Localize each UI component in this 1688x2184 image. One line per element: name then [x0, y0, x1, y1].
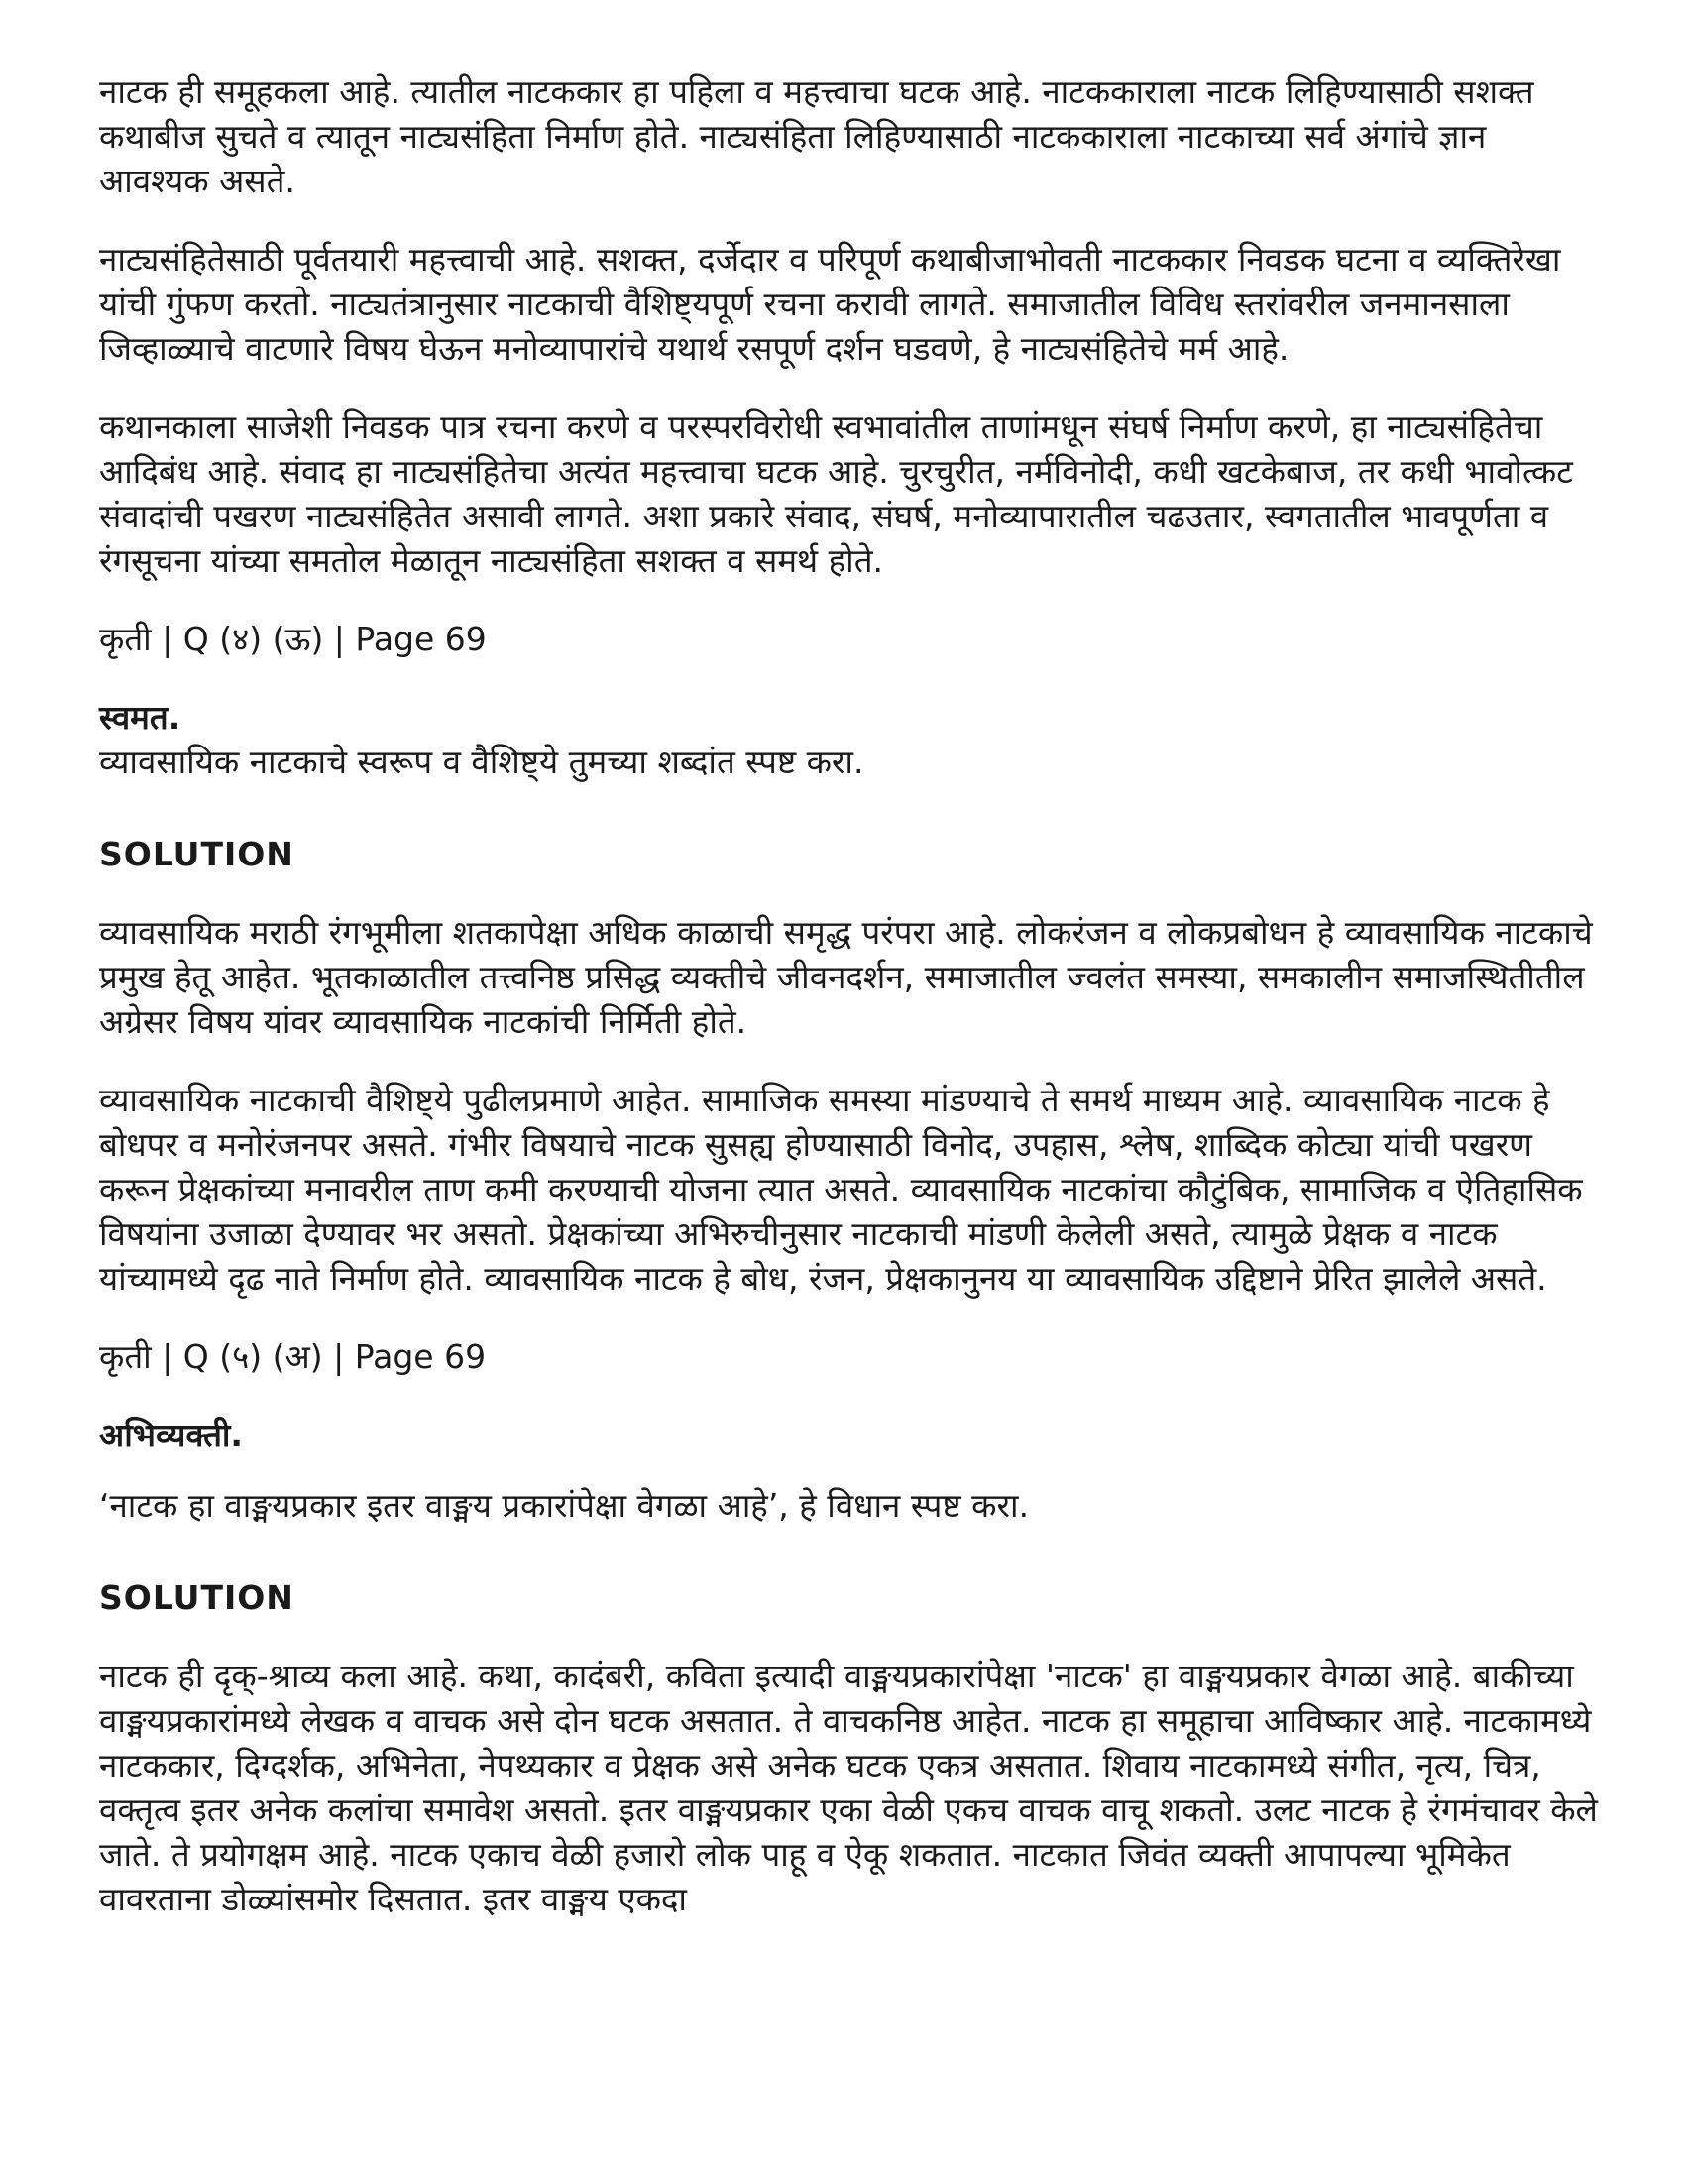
question-heading: अभिव्यक्ती. — [99, 1416, 243, 1454]
question-text: ‘नाटक हा वाङ्मयप्रकार इतर वाङ्मय प्रकारांपेक्षा वेगळा आहे’, हे विधान स्पष्ट करा. — [99, 1486, 1030, 1525]
question-reference: कृती | Q (४) (ऊ) | Page 69 — [99, 620, 487, 658]
document-page — [99, 69, 1606, 1955]
solution-label: SOLUTION — [99, 1578, 294, 1617]
answer-paragraph: नाटक ही दृक्-श्राव्य कला आहे. कथा, कादंबरी, कविता इत्यादी वाङ्मयप्रकारांपेक्षा 'नाटक' हा वाङ्मयप्रकार वेगळा आहे. बाकीच्या वाङ्मयप्रकारांमध्ये लेखक व वाचक असे दोन घटक असतात. ते वाचकनिष्ठ आहेत. नाटक हा समूहाचा आविष्कार आहे. नाटकामध्ये नाटककार, दिग्दर्शक, अभिनेता, नेपथ्यकार व प्रेक्षक असे अनेक घटक एकत्र असतात. शिवाय नाटकामध्ये संगीत, नृत्य, चित्र, वक्तृत्व इतर अनेक कलांचा समावेश असतो. इतर वाङ्मयप्रकार एका वेळी एकच वाचक वाचू शकतो. उलट नाटक हे रंगमंचावर केले जाते. ते प्रयोगक्षम आहे. नाटक एकाच वेळी हजारो लोक पाहू व ऐकू शकतात. नाटकात जिवंत व्यक्ती आपापल्या भूमिकेत वावरताना डोळ्यांसमोर दिसतात. इतर वाङ्मय एकदा — [99, 1657, 1598, 1918]
intro-paragraph: कथानकाला साजेशी निवडक पात्र रचना करणे व परस्परविरोधी स्वभावांतील ताणांमधून संघर्ष निर्माण करणे, हा नाट्यसंहितेचा आदिबंध आहे. संवाद हा नाट्यसंहितेचा अत्यंत महत्त्वाचा घटक आहे. चुरचुरीत, नर्मविनोदी, कधी खटकेबाज, तर कधी भावोत्कट संवादांची पखरण नाट्यसंहितेत असावी लागते. अशा प्रकारे संवाद, संघर्ष, मनोव्यापारातील चढउतार, स्वगतातील भावपूर्णता व रंगसूचना यांच्या समतोल मेळातून नाट्यसंहिता सशक्त व समर्थ होते. — [99, 407, 1573, 580]
question-heading: स्वमत. — [99, 698, 181, 737]
solution-label: SOLUTION — [99, 835, 294, 873]
question-reference: कृती | Q (५) (अ) | Page 69 — [99, 1337, 487, 1376]
intro-paragraph: नाट्यसंहितेसाठी पूर्वतयारी महत्त्वाची आहे. सशक्त, दर्जेदार व परिपूर्ण कथाबीजाभोवती नाटककार निवडक घटना व व्यक्तिरेखा यांची गुंफण करतो. नाट्यतंत्रानुसार नाटकाची वैशिष्ट्यपूर्ण रचना करावी लागते. समाजातील विविध स्तरांवरील जनमानसाला जिव्हाळ्याचे वाटणारे विषय घेऊन मनोव्यापारांचे यथार्थ रसपूर्ण दर्शन घडवणे, हे नाट्यसंहितेचे मर्म आहे. — [99, 240, 1561, 368]
question-text: व्यावसायिक नाटकाचे स्वरूप व वैशिष्ट्ये तुमच्या शब्दांत स्पष्ट करा. — [99, 743, 864, 781]
intro-paragraph: नाटक ही समूहकला आहे. त्यातील नाटककार हा पहिला व महत्त्वाचा घटक आहे. नाटककाराला नाटक लिहिण्यासाठी सशक्त कथाबीज सुचते व त्यातून नाट्यसंहिता निर्माण होते. नाट्यसंहिता लिहिण्यासाठी नाटककाराला नाटकाच्या सर्व अंगांचे ज्ञान आवश्यक असते. — [99, 72, 1534, 200]
answer-paragraph: व्यावसायिक मराठी रंगभूमीला शतकापेक्षा अधिक काळाची समृद्ध परंपरा आहे. लोकरंजन व लोकप्रबोधन हे व्यावसायिक नाटकाचे प्रमुख हेतू आहेत. भूतकाळातील तत्त्वनिष्ठ प्रसिद्ध व्यक्तीचे जीवनदर्शन, समाजातील ज्वलंत समस्या, समकालीन समाजस्थितीतील अग्रेसर विषय यांवर व्यावसायिक नाटकांची निर्मिती होते. — [99, 913, 1593, 1041]
answer-paragraph: व्यावसायिक नाटकाची वैशिष्ट्ये पुढीलप्रमाणे आहेत. सामाजिक समस्या मांडण्याचे ते समर्थ माध्यम आहे. व्यावसायिक नाटक हे बोधपर व मनोरंजनपर असते. गंभीर विषयाचे नाटक सुसह्य होण्यासाठी विनोद, उपहास, श्लेष, शाब्दिक कोट्या यांची पखरण करून प्रेक्षकांच्या मनावरील ताण कमी करण्याची योजना त्यात असते. व्यावसायिक नाटकांचा कौटुंबिक, सामाजिक व ऐतिहासिक विषयांना उजाळा देण्यावर भर असतो. प्रेक्षकांच्या अभिरुचीनुसार नाटकाची मांडणी केलेली असते, त्यामुळे प्रेक्षक व नाटक यांच्यामध्ये दृढ नाते निर्माण होते. व्यावसायिक नाटक हे बोध, रंजन, प्रेक्षकानुनय या व्यावसायिक उद्दिष्टाने प्रेरित झालेले असते. — [99, 1081, 1583, 1298]
